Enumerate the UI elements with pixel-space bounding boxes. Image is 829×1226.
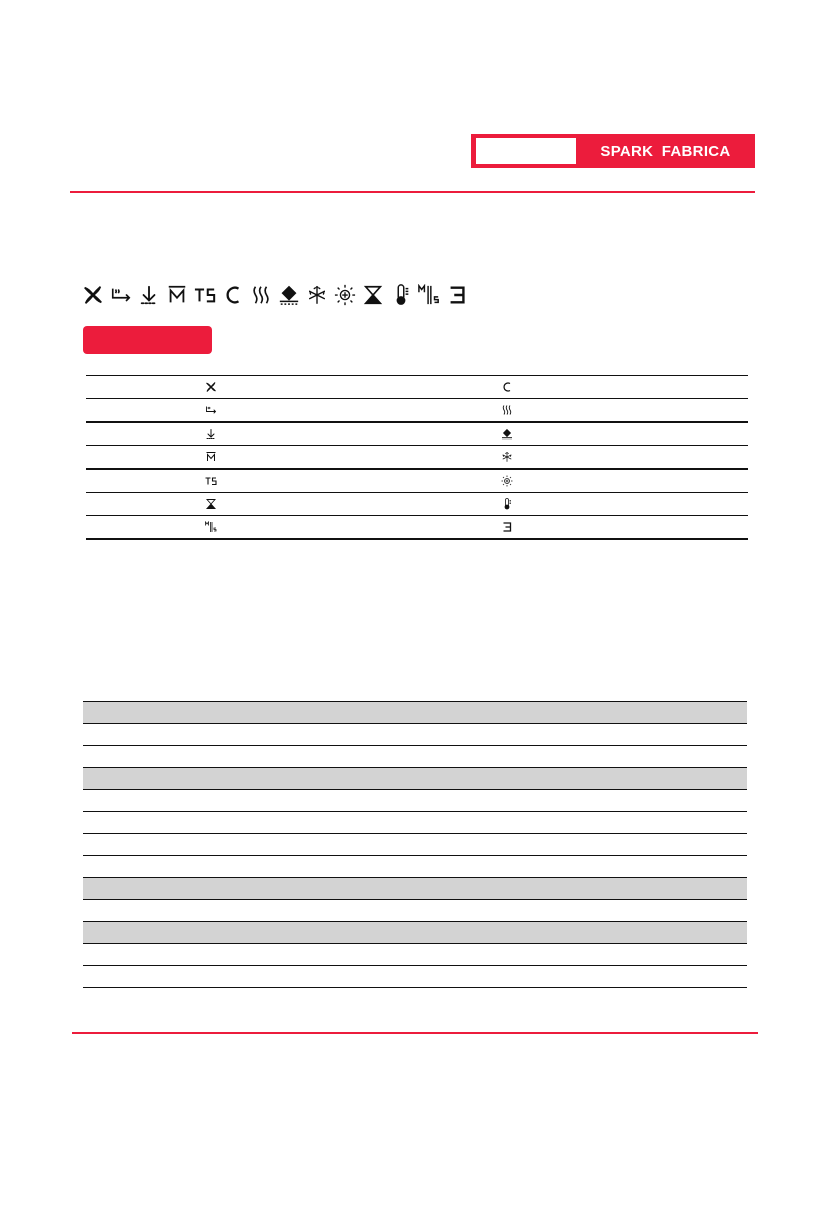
table-row [86,376,748,399]
table-row [86,469,748,493]
table-cell [83,944,747,966]
sun-icon [334,284,356,306]
hourglass-icon [362,284,384,306]
heating-plate-icon [501,428,513,440]
table-cell [83,812,747,834]
table-cell [83,834,747,856]
hot-air-flow-icon [110,284,132,306]
table-row [86,516,748,540]
table-row [83,790,747,812]
table-cell [83,768,747,790]
footer-divider [72,1032,758,1034]
table-row [83,724,747,746]
table-cell [83,900,747,922]
table-cell [83,878,747,900]
ms-icon [205,521,217,533]
icon-legend-table [86,375,748,540]
table-section-row [83,768,747,790]
table-cell [83,790,747,812]
icon-strip [82,282,468,308]
section-badge [83,326,212,354]
thermometer-icon [501,498,513,510]
table-row [86,493,748,516]
hot-air-flow-icon [205,404,217,416]
table-row [83,856,747,878]
table-row [86,399,748,423]
thermometer-icon [390,284,412,306]
table-cell [83,702,747,724]
table-section-row [83,702,747,724]
fan-icon [82,284,104,306]
steam-waves-icon [250,284,272,306]
defrost-spark-icon [306,284,328,306]
c-icon [222,284,244,306]
sun-icon [501,475,513,487]
c-icon [501,381,513,393]
table-row [86,446,748,470]
steam-waves-icon [501,404,513,416]
ts-icon [194,284,216,306]
table-row [83,944,747,966]
ms-icon [418,284,440,306]
header-divider [70,191,755,193]
heating-plate-icon [278,284,300,306]
table-cell [83,746,747,768]
three-icon [501,521,513,533]
table-row [83,900,747,922]
down-arrow-icon [138,284,160,306]
spec-table [83,701,747,988]
brand-banner [471,134,755,168]
table-cell [83,966,747,988]
fan-icon [205,381,217,393]
m-bar-icon [166,284,188,306]
table-cell [83,856,747,878]
down-arrow-icon [205,428,217,440]
table-cell [83,724,747,746]
ts-icon [205,475,217,487]
table-row [83,746,747,768]
brand-logo-box [476,138,576,164]
defrost-spark-icon [501,451,513,463]
brand-name: SPARK FABRICA [600,143,731,160]
three-icon [446,284,468,306]
table-section-row [83,878,747,900]
table-row [83,966,747,988]
table-cell [83,922,747,944]
table-row [83,834,747,856]
m-bar-icon [205,451,217,463]
table-section-row [83,922,747,944]
table-row [86,422,748,446]
hourglass-icon [205,498,217,510]
table-row [83,812,747,834]
